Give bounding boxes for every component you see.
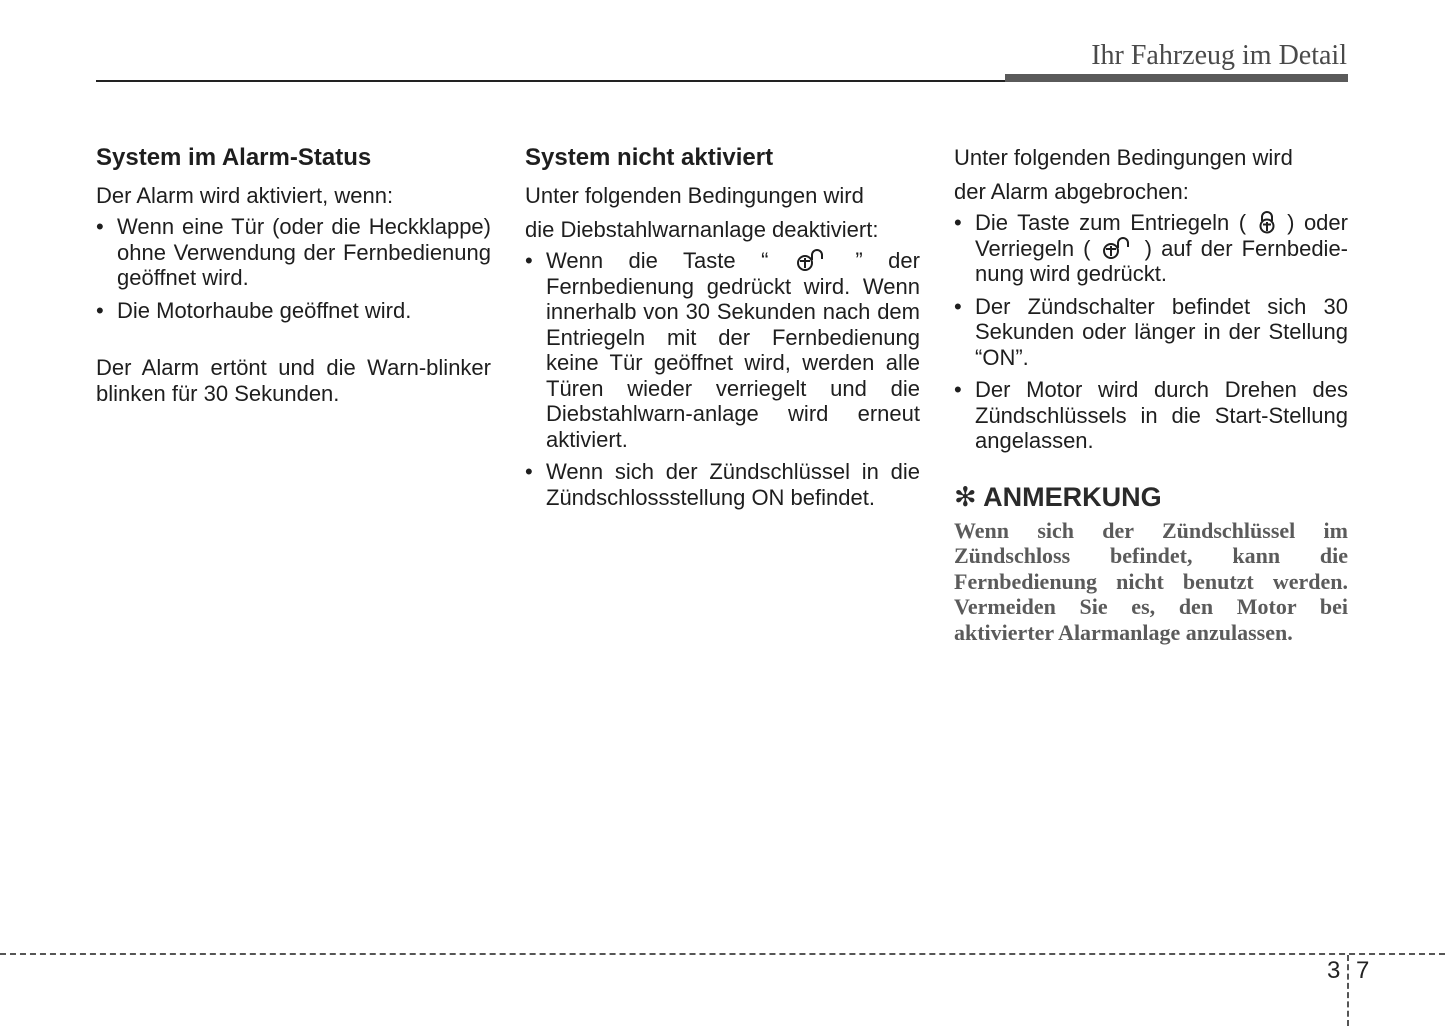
header-rule	[96, 80, 1006, 82]
list-item	[954, 210, 1348, 287]
cancel-conditions-list	[954, 210, 1348, 454]
not-activated-intro-line1: Unter folgenden Bedingungen wird	[525, 183, 864, 208]
alarm-status-intro: Der Alarm wird aktiviert, wenn:	[96, 183, 394, 208]
bullet-text-pre: Wenn die Taste “	[546, 248, 769, 273]
not-activated-list	[525, 248, 920, 510]
list-item: • Wenn sich der Zündschlüssel in die Zündschlossstellung ON befindet.	[525, 459, 920, 510]
alarm-status-list	[96, 214, 491, 323]
note-text: Wenn sich der Zündschlüssel im Zündschloss befindet, kann die Fernbedienung nicht benutzt werden. Vermeiden Sie es, den Motor bei aktivierter Alarmanlage anzulassen.	[954, 517, 1348, 645]
bullet-text-b: ) oder Verriegeln (	[975, 210, 1348, 261]
note-heading	[954, 480, 1348, 514]
list-item: • Die Motorhaube geöffnet wird.	[96, 298, 491, 324]
bullet-text-a: Die Taste zum Entriegeln (	[975, 210, 1247, 235]
bullet-text-post: ” der Fernbedienung gedrückt wird. Wenn innerhalb von 30 Sekunden nach dem Entriegeln mit der Fernbedienung keine Tür geöffnet wird, werden alle Türen wieder verriegelt und die Diebstahlwarn-anlage wird erneut aktiviert.	[546, 248, 920, 452]
alarm-duration-paragraph: Der Alarm ertönt und die Warn-blinker blinken für 30 Sekunden.	[96, 355, 491, 406]
bullet-text-c: ) auf der Fernbedie-nung wird gedrückt.	[975, 235, 1349, 286]
list-item: • Der Motor wird durch Drehen des Zündschlüssels in die Start-Stellung angelassen.	[954, 377, 1348, 454]
cancel-intro-line2: der Alarm abgebrochen:	[954, 179, 1189, 204]
footer-dashed-divider	[1347, 955, 1349, 1026]
page-number: 7	[1356, 957, 1370, 984]
cancel-intro-line1: Unter folgenden Bedingungen wird	[954, 145, 1293, 170]
unlock-icon	[1100, 236, 1136, 260]
lock-icon	[1256, 210, 1278, 234]
note-title: ANMERKUNG	[983, 481, 1162, 512]
footer-dashed-line	[0, 953, 1445, 955]
column-not-activated	[525, 142, 920, 517]
column-alarm-status	[96, 142, 491, 406]
section-number: 3	[1327, 957, 1341, 984]
page-header-title: Ihr Fahrzeug im Detail	[1091, 40, 1347, 71]
column-alarm-cancelled	[954, 142, 1348, 645]
section-heading-not-activated: System nicht aktiviert	[525, 144, 774, 171]
list-item	[525, 248, 920, 452]
header-accent-bar	[1005, 74, 1348, 82]
not-activated-intro-line2: die Diebstahlwarnanlage deaktiviert:	[525, 217, 879, 242]
note-symbol-icon: ✻	[954, 481, 977, 512]
section-heading-alarm-status: System im Alarm-Status	[96, 144, 372, 171]
unlock-icon	[794, 248, 830, 272]
list-item: • Wenn eine Tür (oder die Heckklappe) ohne Verwendung der Fernbedienung geöffnet wird.	[96, 214, 491, 291]
list-item: • Der Zündschalter befindet sich 30 Sekunden oder länger in der Stellung “ON”.	[954, 294, 1348, 371]
